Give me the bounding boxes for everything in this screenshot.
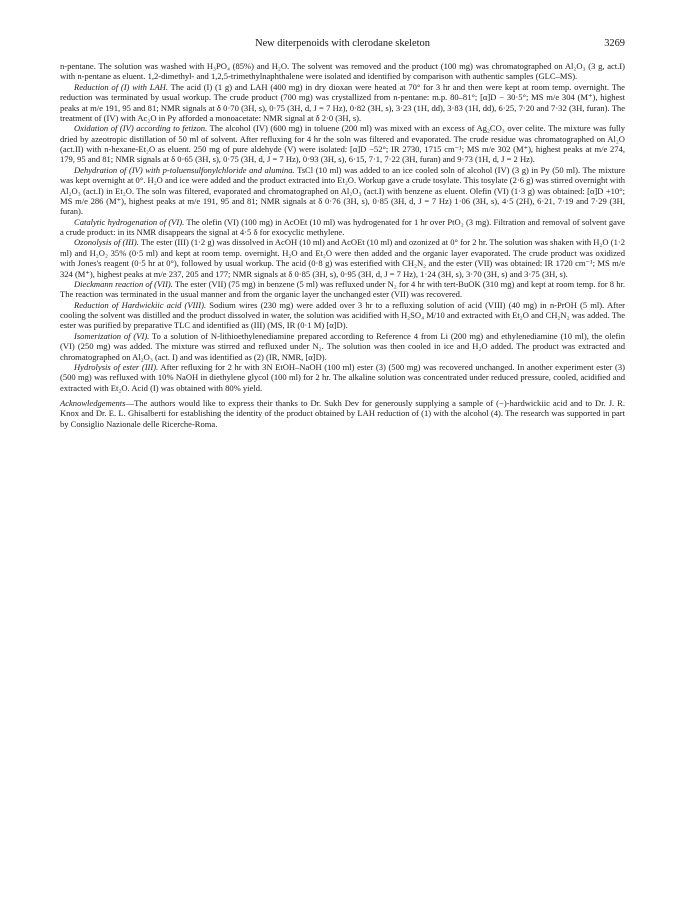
article-body [60, 61, 625, 429]
paragraph-text: TsCl (10 ml) was added to an ice cooled soln of alcohol (IV) (3 g) in Py (50 ml). The mixture was kept overnight at 0°. H₂O and ice were added and the product extracted into Et₂O. Workup gave a crude tosylate. This tosylate (2·6 g) was stirred overnight with Al₂O₃ (act.I) in Et₂O. The soln was filtered, evaporated and chromatographed on Al₂O₃ (act.I) with benzene as eluent. Olefin (VI) (1·3 g) was obtained: [α]D +10°; MS m/e 286 (M⁺), highest peaks at m/e 191, 95 and 81; NMR signals at δ 0·76 (3H, s), 0·85 (3H, d, J = 7 Hz) 1·06 (3H, s), 4·5 (2H), 6·21, 7·19 and 7·29 (3H, furan). [60, 164, 626, 217]
paragraph-text: The olefin (VI) (100 mg) in AcOEt (10 ml) was hydrogenated for 1 hr over PtO₂ (3 mg). Filtration and removal of solvent gave a crude product: in its NMR disappears the signal at 4·5 δ for exocyclic methylene. [60, 216, 625, 237]
section-heading: Dehydration of (IV) with p-toluensulfonylchloride and alumina. [74, 164, 295, 175]
paragraph-text: Sodium wires (230 mg) were added over 3 hr to a refluxing solution of acid (VIII) (40 mg) in n-PrOH (5 ml). After cooling the solvent was distilled and the product dissolved in water, the solution was acidified with H₂SO₄ M/10 and extracted with Et₂O and CH₂N₂ was added. The ester was purified by preparative TLC and identified as (III) (MS, IR (0·1 M) [α]D). [60, 299, 625, 331]
journal-page [60, 38, 625, 429]
section-heading: Reduction of Hardwickiic acid (VIII). [74, 299, 207, 310]
experimental-paragraph [60, 300, 625, 331]
page-number: 3269 [604, 38, 625, 49]
paragraph-text: n-pentane. The solution was washed with H₃PO₄ (85%) and H₂O. The solvent was removed and the product (100 mg) was chromatographed on Al₂O₃ (3 g, act.I) with n-pentane as eluent. 1,2-dimethyl- and 1,2,5-trimethylnaphthalene were isolated and identified by comparison with authentic samples (GLC–MS). [60, 61, 625, 82]
running-title: New diterpenoids with clerodane skeleton [255, 38, 430, 49]
section-heading: Isomerization of (VI). [74, 330, 150, 341]
section-heading: Ozonolysis of (III). [74, 237, 139, 248]
experimental-paragraph [60, 123, 625, 165]
paragraph-text: To a solution of N-lithioethylenediamine prepared according to Reference 4 from Li (200 mg) and ethylenediamine (10 ml), the olefin (VI) (250 mg) was added. The mixture was stirred and refluxed under N₂. The solution was then cooled in ice and H₂O added. The product was extracted and chromatographed on Al₂O₃ (act. I) and was identified as (2) (IR, NMR, [α]D). [60, 330, 625, 362]
experimental-paragraph [60, 362, 625, 393]
section-heading: Catalytic hydrogenation of (VI). [74, 216, 185, 227]
paragraph-text: After refluxing for 2 hr with 3N EtOH–NaOH (100 ml) ester (3) (500 mg) was recovered unchanged. In another experiment ester (3) (500 mg) was refluxed with 10% NaOH in diethylene glycol (100 ml) for 2 hr. The alkaline solution was concentrated under reduced pressure, cooled, acidified and extracted with Et₂O. Acid (I) was obtained with 80% yield. [60, 361, 625, 393]
acknowledgements-heading: Acknowledgements [60, 398, 126, 408]
experimental-paragraph [60, 61, 625, 82]
section-heading: Hydrolysis of ester (III). [74, 361, 159, 372]
acknowledgements-paragraph [60, 398, 625, 429]
paragraph-text: The alcohol (IV) (600 mg) in toluene (200 ml) was mixed with an excess of Ag₂CO₃ over celite. The mixture was fully dried by azeotropic distillation of 50 ml of solvent. After refluxing for 4 hr the soln was filtered and evaporated. The crude residue was chromatographed on Al₂O (act.II) with n-hexane-Et₂O as eluent. 250 mg of pure aldehyde (V) were isolated: [α]D −52°; IR 2730, 1715 cm⁻¹; MS m/e 302 (M⁺), highest peaks at m/e 274, 179, 95 and 81; NMR signals at δ 0·65 (3H, s), 0·75 (3H, d, J = 7 Hz), 0·93 (3H, s), 6·15, 7·1, 7·22 (3H, furan) and 9·73 (1H, d, J = 2 Hz). [60, 123, 626, 165]
experimental-paragraph [60, 82, 625, 124]
section-heading: Reduction of (I) with LAH. [74, 81, 168, 92]
experimental-paragraph [60, 279, 625, 300]
experimental-paragraph [60, 165, 625, 217]
paragraph-text: The acid (I) (1 g) and LAH (400 mg) in dry dioxan were heated at 70° for 3 hr and then were kept at room temp. overnight. The reduction was terminated by usual workup. The crude product (700 mg) was crystallized from n-pentane: m.p. 80–81°; [α]D − 30·5°; MS m/e 304 (M⁺), highest peaks at m/e 191, 95 and 81; NMR signals at δ 0·70 (3H, s), 0·75 (3H, d, J = 7 Hz), 0·82 (3H, s), 3·23 (1H, dd), 3·83 (1H, dd), 6·25, 7·20 and 7·32 (3H, furan). The treatment of (IV) with Ac₂O in Py afforded a monoacetate: NMR signal at δ 2·0 (3H, s). [60, 81, 625, 123]
paragraph-text: The ester (III) (1·2 g) was dissolved in AcOH (10 ml) and AcOEt (10 ml) and ozonized at 0° for 2 hr. The solution was shaken with H₂O (1·2 ml) and H₂O₂ 35% (0·5 ml) and kept at room temp. overnight. H₂O and Et₂O were then added and the organic layer evaporated. The crude product was oxidized with Jones's reagent (0·5 hr at 0°), followed by usual workup. The acid (0·8 g) was esterified with CH₂N₂ and the ester (VII) was obtained: IR 1720 cm⁻¹; MS m/e 324 (M⁺), highest peaks at m/e 237, 205 and 177; NMR signals at δ 0·85 (3H, s), 0·95 (3H, d, J = 7 Hz), 1·24 (3H, s), 3·70 (3H, s) and 3·75 (3H, s). [60, 237, 625, 279]
experimental-paragraph [60, 237, 625, 279]
running-header [60, 38, 625, 52]
experimental-paragraph [60, 217, 625, 238]
experimental-paragraph [60, 331, 625, 362]
acknowledgements-text: —The authors would like to express their thanks to Dr. Sukh Dev for generously supplying a sample of (−)-hardwickiic acid and to Dr. J. R. Knox and Dr. E. L. Ghisalberti for establishing the identity of the product obtained by LAH reduction of (1) with the alcohol (4). The research was supported in part by Consiglio Nazionale delle Ricerche-Roma. [60, 398, 625, 429]
section-heading: Dieckmann reaction of (VII). [74, 278, 173, 289]
section-heading: Oxidation of (IV) according to fetizon. [74, 123, 208, 134]
paragraph-text: The ester (VII) (75 mg) in benzene (5 ml) was refluxed under N₂ for 4 hr with tert-BuOK (310 mg) and kept at room temp. for 8 hr. The reaction was terminated in the usual manner and from the organic layer the unchanged ester (VII) was recovered. [60, 278, 625, 300]
